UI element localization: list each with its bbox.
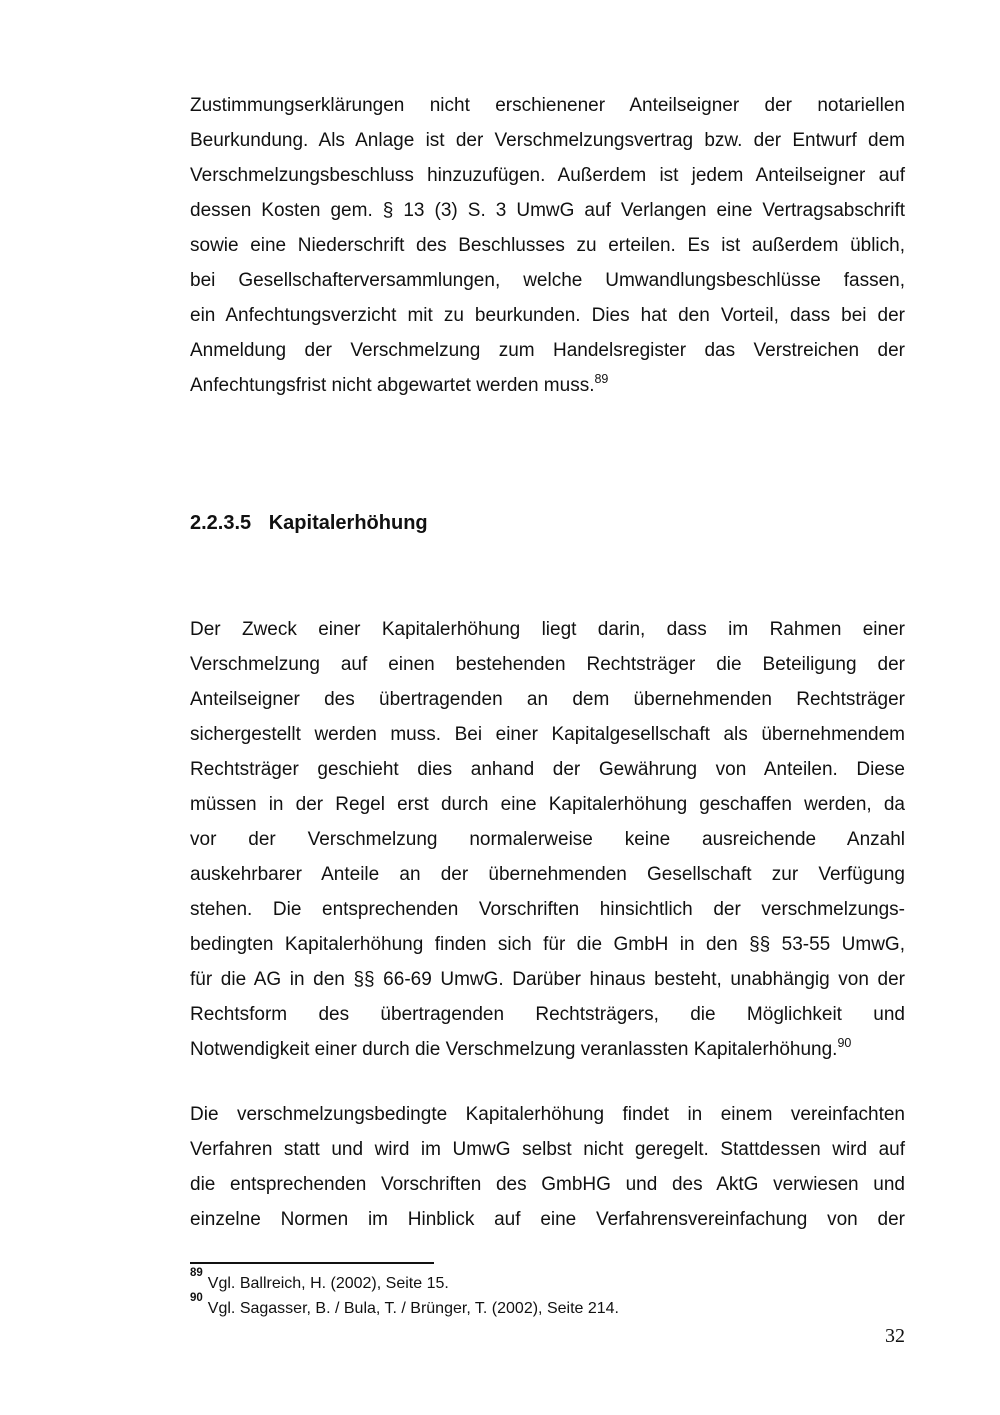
text-line: stehen. Die entsprechenden Vorschriften hinsichtlich der verschmelzungs- (190, 899, 905, 920)
footnotes-section (190, 1266, 905, 1321)
footnote-marker: 90 (190, 1291, 203, 1304)
text-line: müssen in der Regel erst durch eine Kapitalerhöhung geschaffen werden, da (190, 794, 905, 815)
text-line: einzelne Normen im Hinblick auf eine Verfahrensvereinfachung von der (190, 1209, 905, 1230)
text-line: sichergestellt werden muss. Bei einer Kapitalgesellschaft als übernehmendem (190, 724, 905, 745)
paragraph-simplified-procedure (190, 1097, 905, 1237)
footnote-ref: 90 (837, 1036, 852, 1050)
text-line: Notwendigkeit einer durch die Verschmelzung veranlassten Kapitalerhöhung.$^{90}$ (190, 1036, 852, 1060)
text-line: für die AG in den §§ 66-69 UmwG. Darüber hinaus besteht, unabhängig von der (190, 969, 905, 990)
paragraph-kapitalerhoehung-purpose (190, 612, 905, 1067)
footnote-ref: 89 (594, 372, 609, 386)
footnote-marker: 89 (190, 1266, 203, 1279)
text-line: Verfahren statt und wird im UmwG selbst nicht geregelt. Stattdessen wird auf (190, 1139, 905, 1160)
text-line: Der Zweck einer Kapitalerhöhung liegt darin, dass im Rahmen einer (190, 619, 905, 640)
footnote (190, 1291, 905, 1321)
text-line: bei Gesellschafterversammlungen, welche Umwandlungsbeschlüsse fassen, (190, 270, 905, 291)
text-line: vor der Verschmelzung normalerweise keine ausreichende Anzahl (190, 829, 905, 850)
text-line: Rechtsform des übertragenden Rechtsträgers, die Möglichkeit und (190, 1004, 905, 1025)
text-line: Anteilseigner des übertragenden an dem übernehmenden Rechtsträger (190, 689, 905, 710)
footnote-text: Vgl. Ballreich, H. (2002), Seite 15. (207, 1275, 449, 1292)
page-number: 32 (885, 1325, 905, 1347)
text-line: Verschmelzung auf einen bestehenden Rechtsträger die Beteiligung der (190, 654, 905, 675)
text-line: auskehrbarer Anteile an der übernehmenden Gesellschaft zur Verfügung (190, 864, 905, 885)
section-heading (190, 506, 905, 541)
text-line: sowie eine Niederschrift des Beschlusses zu erteilen. Es ist außerdem üblich, (190, 235, 905, 256)
text-line: Rechtsträger geschieht dies anhand der Gewährung von Anteilen. Diese (190, 759, 905, 780)
text-line: Anmeldung der Verschmelzung zum Handelsregister das Verstreichen der (190, 340, 905, 361)
section-number: 2.2.3.5 (190, 512, 252, 534)
text-line: Anfechtungsfrist nicht abgewartet werden muss.$^{89}$ (190, 372, 609, 396)
footnote (190, 1266, 905, 1296)
text-line: Zustimmungserklärungen nicht erschienener Anteilseigner der notariellen (190, 95, 905, 116)
text-line: Die verschmelzungsbedingte Kapitalerhöhung findet in einem vereinfachten (190, 1104, 905, 1125)
text-line: bedingten Kapitalerhöhung finden sich für die GmbH in den §§ 53-55 UmwG, (190, 934, 905, 955)
footnote-text: Vgl. Sagasser, B. / Bula, T. / Brünger, T. (2002), Seite 214. (207, 1300, 619, 1317)
text-line: ein Anfechtungsverzicht mit zu beurkunden. Dies hat den Vorteil, dass bei der (190, 305, 905, 326)
text-line: dessen Kosten gem. § 13 (3) S. 3 UmwG auf Verlangen eine Vertragsabschrift (190, 200, 905, 221)
text-line: Verschmelzungsbeschluss hinzuzufügen. Außerdem ist jedem Anteilseigner auf (190, 165, 905, 186)
text-line: Beurkundung. Als Anlage ist der Verschmelzungsvertrag bzw. der Entwurf dem (190, 130, 905, 151)
paragraph-continuation (190, 88, 905, 403)
footnote-separator-rule (190, 1262, 434, 1264)
text-line: die entsprechenden Vorschriften des GmbHG und des AktG verwiesen und (190, 1174, 905, 1195)
section-title: Kapitalerhöhung (268, 512, 428, 534)
